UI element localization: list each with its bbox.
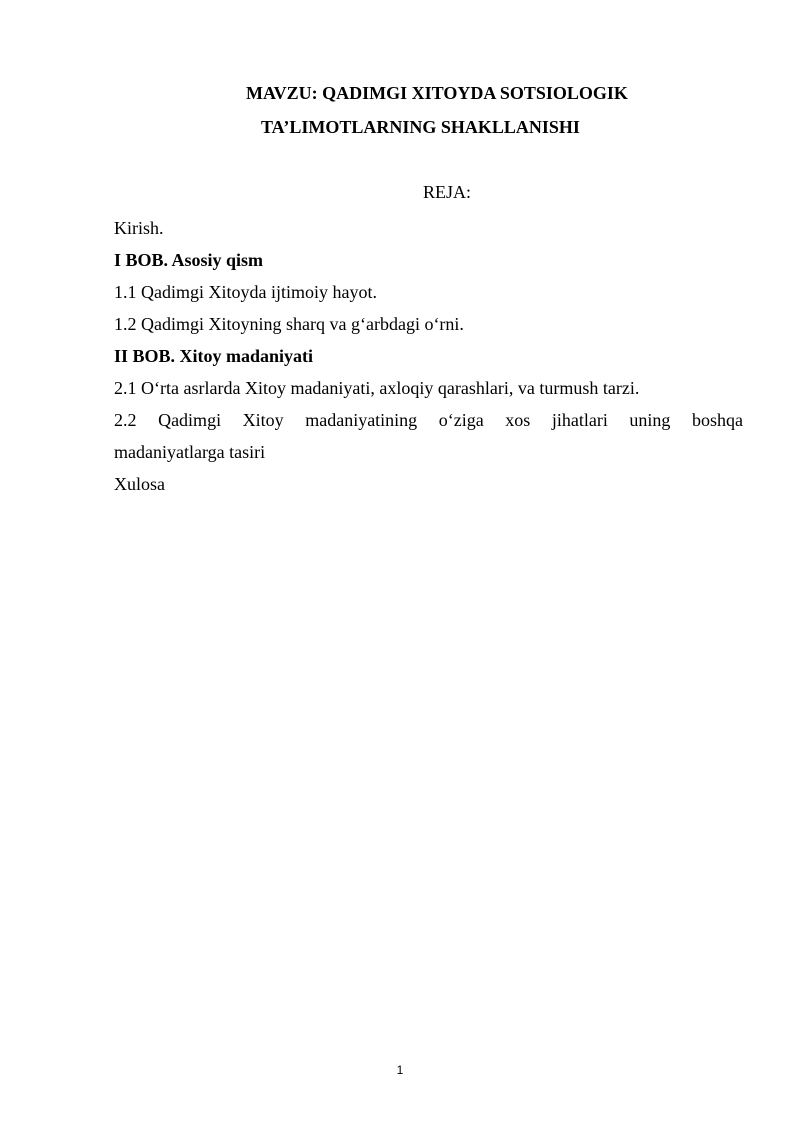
- toc-chapter-2: II BOB. Xitoy madaniyati: [114, 346, 314, 366]
- plan-heading: REJA:: [423, 182, 472, 202]
- toc-item-conclusion: Xulosa: [114, 474, 165, 494]
- toc-item-1-2: 1.2 Qadimgi Xitoyning sharq va g‘arbdagi o‘rni.: [114, 314, 464, 334]
- toc-item-2-2: 2.2 Qadimgi Xitoy madaniyatining o‘ziga xos jihatlari uning boshqa: [114, 410, 743, 430]
- toc-item-2-2-continued: madaniyatlarga tasiri: [114, 442, 266, 462]
- page-number: 1: [396, 1063, 404, 1077]
- toc-chapter-1: I BOB. Asosiy qism: [114, 250, 264, 270]
- toc-item-2-1: 2.1 O‘rta asrlarda Xitoy madaniyati, axloqiy qarashlari, va turmush tarzi.: [114, 378, 640, 398]
- toc-item-introduction: Kirish.: [114, 218, 164, 238]
- title-line-2: TA’LIMOTLARNING SHAKLLANISHI: [261, 117, 580, 137]
- table-of-contents: [114, 212, 743, 500]
- toc-item-1-1: 1.1 Qadimgi Xitoyda ijtimoiy hayot.: [114, 282, 377, 302]
- title-line-1: MAVZU: QADIMGI XITOYDA SOTSIOLOGIK: [246, 83, 628, 103]
